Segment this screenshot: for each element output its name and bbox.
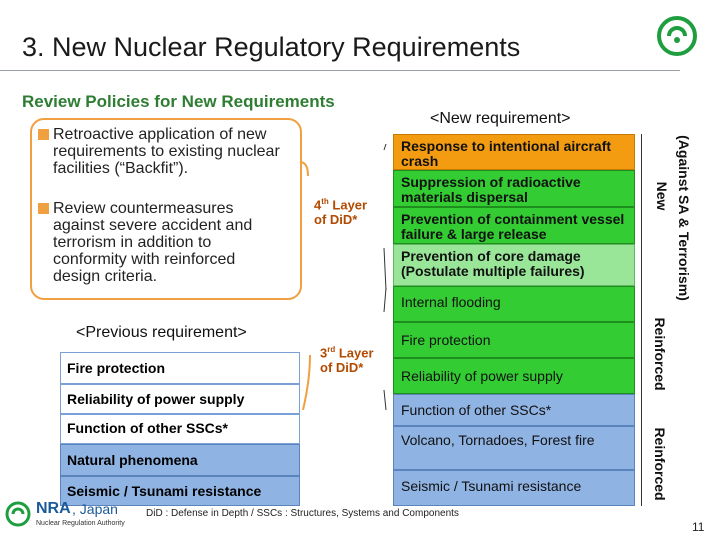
page-number: 11 (692, 520, 705, 534)
policy-bullet (38, 200, 272, 285)
layer-of: of DiD* (320, 360, 364, 376)
reinforced-bracket-lower (641, 394, 642, 506)
prev-item-ssc: Function of other SSCs* (60, 414, 300, 444)
layer-of: of DiD* (314, 212, 358, 228)
bullet-square-icon (38, 203, 49, 214)
new-item-aircraft: Response to intentional aircraft crash (393, 134, 635, 170)
layer-num: 4 (314, 197, 322, 213)
prev-item-natural: Natural phenomena (60, 444, 300, 476)
nra-logo-fullname: Nuclear Regulation Authority (36, 520, 125, 527)
prev-item-power: Reliability of power supply (60, 384, 300, 414)
new-item-volcano: Volcano, Tornadoes, Forest fire (393, 426, 635, 470)
policy-box (30, 118, 302, 300)
against-side-label: (Against SA & Terrorism) (676, 135, 692, 301)
new-bracket-line (641, 134, 642, 286)
third-layer-label (320, 342, 374, 375)
nra-logo-org: NRA (36, 500, 71, 517)
reinforced-side-label-upper: Reinforced (652, 317, 668, 391)
policy-bullet (38, 126, 294, 177)
layer-suffix: rd (327, 345, 336, 354)
layer-word: Layer (335, 345, 374, 361)
new-requirement-header: <New requirement> (430, 110, 571, 127)
fourth-layer-label (314, 194, 367, 227)
section-heading: Review Policies for New Requirements (22, 92, 335, 111)
layer-suffix: th (321, 197, 329, 206)
new-item-flooding: Internal flooding (393, 286, 635, 322)
new-item-fire: Fire protection (393, 322, 635, 358)
new-item-power: Reliability of power supply (393, 358, 635, 394)
reinforced-side-label-lower: Reinforced (652, 427, 668, 501)
prev-item-seismic: Seismic / Tsunami resistance (60, 476, 300, 506)
layer-num: 3 (320, 345, 328, 361)
nra-logo (2, 496, 152, 536)
new-item-containment: Prevention of containment vessel failure & large release (393, 207, 635, 244)
layer-word: Layer (328, 197, 368, 213)
new-side-label: New (654, 181, 670, 211)
policy-text: Review countermeasures against severe accident and terrorism in addition to conformity with reinforced design criteria. (53, 200, 253, 285)
nra-logo-emblem-icon (4, 500, 32, 528)
nra-emblem-icon (655, 14, 699, 58)
reinforced-bracket-upper (641, 286, 642, 394)
nra-logo-country: , Japan (72, 501, 118, 517)
new-item-dispersal: Suppression of radioactive materials dispersal (393, 170, 635, 207)
prev-item-fire: Fire protection (60, 352, 300, 384)
bullet-square-icon (38, 129, 49, 140)
new-item-core-damage: Prevention of core damage (Postulate multiple failures) (393, 244, 635, 286)
slide-title: 3. New Nuclear Regulatory Requirements (22, 32, 521, 62)
new-item-ssc: Function of other SSCs* (393, 394, 635, 426)
policy-text: Retroactive application of new requirements to existing nuclear facilities (“Backfit”). (53, 126, 280, 177)
previous-requirement-header: <Previous requirement> (76, 324, 247, 341)
new-item-seismic: Seismic / Tsunami resistance (393, 470, 635, 506)
footnote: DiD : Defense in Depth / SSCs : Structures, Systems and Components (146, 508, 459, 519)
title-divider (0, 70, 680, 71)
